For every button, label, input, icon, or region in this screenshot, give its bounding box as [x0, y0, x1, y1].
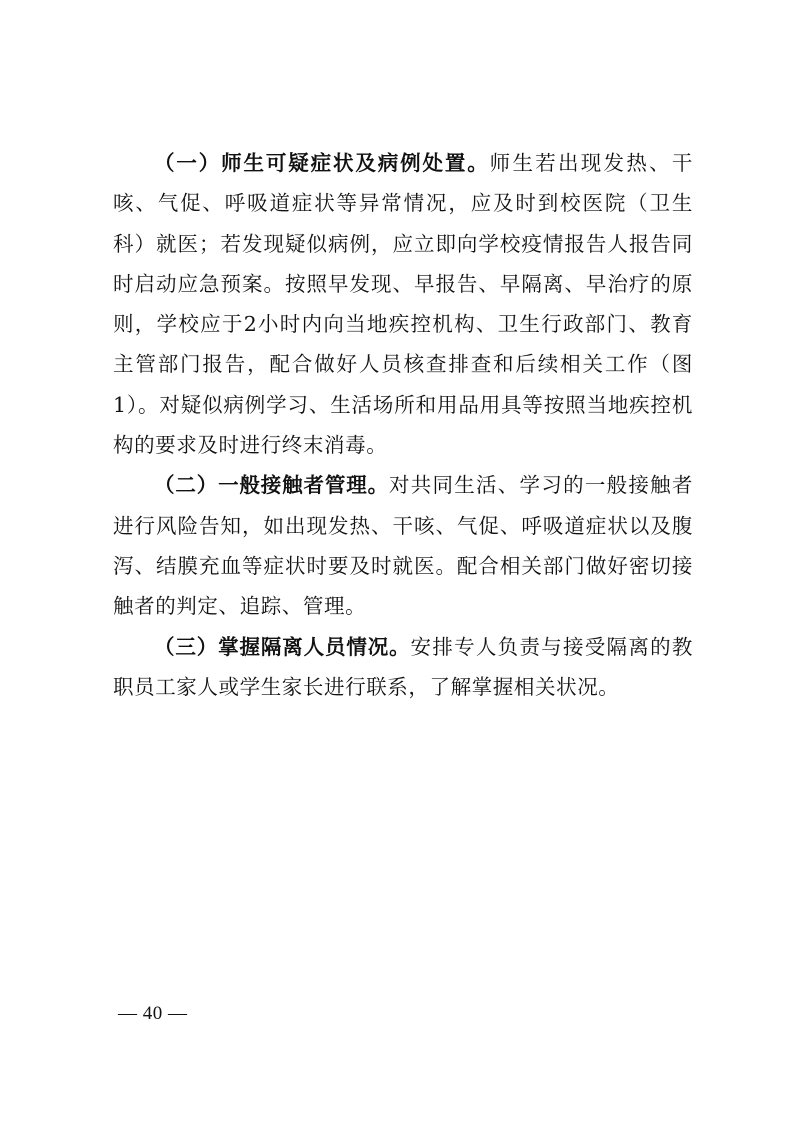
section-1-heading: （一）师生可疑症状及病例处置。 — [154, 151, 490, 175]
section-3-text: 安排专人负责与接受隔离的教职员工家人或学生家长进行联系，了解掌握相关状况。 — [113, 634, 693, 699]
document-body — [113, 143, 693, 707]
section-2-paragraph — [113, 465, 693, 626]
section-1-text: 师生若出现发热、干咳、气促、呼吸道症状等异常情况，应及时到校医院（卫生科）就医；若发现疑似病例，应立即向学校疫情报告人报告同时启动应急预案。按照早发现、早报告、早隔离、早治疗的原则，学校应于2小时内向当地疾控机构、卫生行政部门、教育主管部门报告，配合做好人员核查排查和后续相关工作（图1）。对疑似病例学习、生活场所和用品用具等按照当地疾控机构的要求及时进行终末消毒。 — [113, 151, 693, 458]
page-number: — 40 — — [118, 1003, 188, 1024]
section-3-heading: （三）掌握隔离人员情况。 — [154, 634, 411, 659]
section-2-heading: （二）一般接触者管理。 — [154, 473, 389, 498]
section-2-text: 对共同生活、学习的一般接触者进行风险告知，如出现发热、干咳、气促、呼吸道症状以及腹泻、结膜充血等症状时要及时就医。配合相关部门做好密切接触者的判定、追踪、管理。 — [113, 473, 693, 619]
section-3-paragraph — [113, 627, 693, 708]
section-1-paragraph — [113, 143, 693, 465]
